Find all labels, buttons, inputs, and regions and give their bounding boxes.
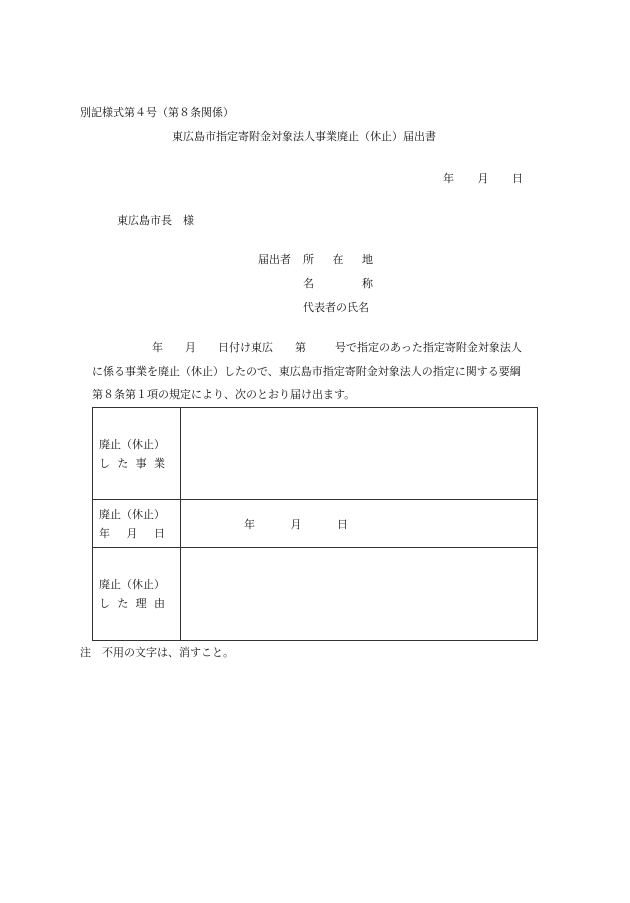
body-line-3: 第８条第１項の規定により、次のとおり届け出ます。	[92, 388, 356, 401]
label-char: 年	[99, 526, 110, 540]
addressee: 東広島市長 様	[117, 214, 194, 227]
label-bottom	[99, 524, 165, 543]
name-char: 称	[362, 277, 373, 290]
date-fields	[244, 516, 348, 532]
form-id: 別記様式第４号（第８条関係）	[80, 106, 234, 119]
date-year-label: 年	[244, 517, 255, 531]
submitter-label: 届出者	[258, 253, 291, 266]
label-bottom	[99, 454, 165, 473]
name-label	[303, 277, 373, 291]
label-char: た	[117, 597, 129, 610]
document-title: 東広島市指定寄附金対象法人事業廃止（休止）届出書	[172, 130, 436, 143]
date-day-label: 日	[512, 172, 523, 185]
label-char: た	[117, 456, 129, 470]
discontinued-business-label	[93, 408, 181, 500]
table-row	[93, 548, 538, 641]
name-char: 名	[303, 277, 314, 290]
date-month-label: 月	[290, 517, 302, 531]
discontinued-business-value[interactable]	[181, 408, 538, 500]
table-row	[93, 500, 538, 548]
label-char: 月	[126, 526, 138, 540]
label-top: 廃止（休止）	[99, 507, 165, 521]
date-line	[443, 172, 523, 186]
address-char: 所	[303, 253, 314, 266]
date-year-label: 年	[443, 172, 454, 185]
label-char: 事	[135, 456, 147, 470]
label-char: し	[99, 456, 110, 470]
body-designation-text: 号で指定のあった指定寄附金対象法人	[335, 341, 522, 354]
body-year: 年	[152, 341, 163, 354]
footnote: 注 不用の文字は、消すこと。	[80, 646, 234, 659]
discontinued-date-label	[93, 500, 181, 548]
report-table	[92, 407, 538, 641]
address-label	[303, 253, 373, 267]
label-char: 日	[154, 526, 165, 540]
label-top: 廃止（休止）	[99, 578, 165, 591]
discontinued-reason-value[interactable]	[181, 548, 538, 641]
label-bottom	[99, 594, 165, 613]
discontinued-date-value[interactable]	[181, 500, 538, 548]
discontinued-reason-label	[93, 548, 181, 641]
body-number-prefix: 第	[295, 341, 306, 354]
body-date-ref: 日付け東広	[218, 341, 273, 354]
date-month-label: 月	[477, 172, 489, 185]
date-day-label: 日	[337, 517, 348, 531]
body-month: 月	[185, 341, 196, 354]
label-char: 業	[153, 456, 165, 470]
address-char: 在	[332, 253, 344, 266]
address-char: 地	[362, 253, 373, 266]
label-top: 廃止（休止）	[99, 437, 165, 451]
table-row	[93, 408, 538, 500]
body-line-2: に係る事業を廃止（休止）したので、東広島市指定寄附金対象法人の指定に関する要綱	[92, 365, 521, 378]
body-line-1	[152, 341, 522, 355]
representative-label: 代表者の氏名	[303, 301, 369, 314]
label-char: 理	[135, 597, 147, 610]
label-char: し	[99, 597, 110, 610]
label-char: 由	[153, 597, 165, 610]
